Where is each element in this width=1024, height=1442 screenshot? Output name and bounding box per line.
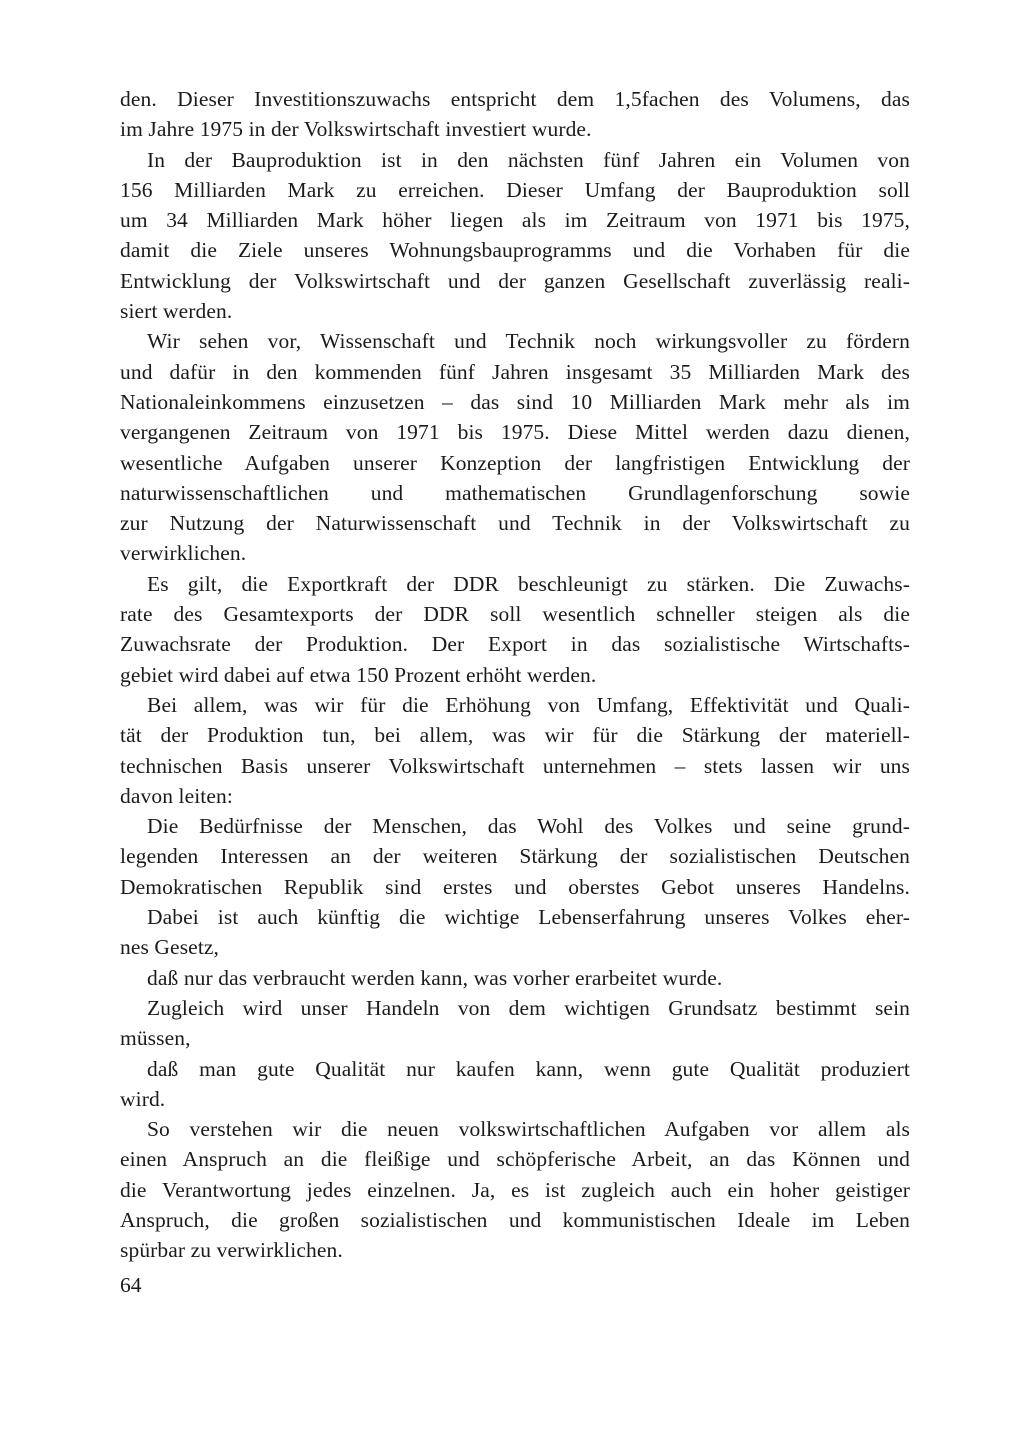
text-line: naturwissenschaftlichen und mathematischen Grundlagenforschung sowie	[120, 480, 910, 505]
text-line: müssen,	[120, 1026, 191, 1051]
text-line: einen Anspruch an die fleißige und schöpferische Arbeit, an das Können und	[120, 1147, 910, 1172]
text-line: und dafür in den kommenden fünf Jahren insgesamt 35 Milliarden Mark des	[120, 359, 910, 384]
text-line: So verstehen wir die neuen volkswirtschaftlichen Aufgaben vor allem als	[147, 1117, 910, 1142]
text-line: Es gilt, die Exportkraft der DDR beschleunigt zu stärken. Die Zuwachs-	[147, 571, 910, 596]
text-line: Entwicklung der Volkswirtschaft und der ganzen Gesellschaft zuverlässig reali-	[120, 268, 910, 293]
text-line: Wir sehen vor, Wissenschaft und Technik noch wirkungsvoller zu fördern	[147, 329, 910, 354]
text-line: Die Bedürfnisse der Menschen, das Wohl des Volkes und seine grund-	[147, 814, 910, 839]
text-line: nes Gesetz,	[120, 935, 220, 960]
text-line: daß nur das verbraucht werden kann, was vorher erarbeitet wurde.	[147, 965, 723, 990]
text-line: gebiet wird dabei auf etwa 150 Prozent erhöht werden.	[120, 662, 597, 687]
text-line: die Verantwortung jedes einzelnen. Ja, es ist zugleich auch ein hoher geistiger	[120, 1177, 910, 1202]
text-line: um 34 Milliarden Mark höher liegen als im Zeitraum von 1971 bis 1975,	[120, 208, 910, 233]
text-line: technischen Basis unserer Volkswirtschaft unternehmen – stets lassen wir uns	[120, 753, 910, 778]
text-line: rate des Gesamtexports der DDR soll wesentlich schneller steigen als die	[120, 602, 910, 627]
text-line: Zugleich wird unser Handeln von dem wichtigen Grundsatz bestimmt sein	[147, 995, 910, 1020]
text-line: Anspruch, die großen sozialistischen und kommunistischen Ideale im Leben	[120, 1207, 910, 1232]
text-line: In der Bauproduktion ist in den nächsten fünf Jahren ein Volumen von	[147, 147, 910, 172]
text-line: verwirklichen.	[120, 541, 247, 566]
text-line: im Jahre 1975 in der Volkswirtschaft investiert wurde.	[120, 117, 592, 142]
text-line: zur Nutzung der Naturwissenschaft und Technik in der Volkswirtschaft zu	[120, 511, 910, 536]
text-line: 156 Milliarden Mark zu erreichen. Dieser Umfang der Bauproduktion soll	[120, 177, 910, 202]
text-line: siert werden.	[120, 299, 233, 324]
text-line: Dabei ist auch künftig die wichtige Lebenserfahrung unseres Volkes eher-	[147, 905, 910, 930]
text-line: davon leiten:	[120, 783, 233, 808]
text-line: Demokratischen Republik sind erstes und oberstes Gebot unseres Handelns.	[120, 874, 910, 899]
text-line: wird.	[120, 1086, 166, 1111]
text-line: Bei allem, was wir für die Erhöhung von Umfang, Effektivität und Quali-	[147, 692, 910, 717]
text-line: vergangenen Zeitraum von 1971 bis 1975. Diese Mittel werden dazu dienen,	[120, 420, 910, 445]
page-body	[120, 84, 910, 1266]
text-line: spürbar zu verwirklichen.	[120, 1238, 343, 1263]
text-line: legenden Interessen an der weiteren Stärkung der sozialistischen Deutschen	[120, 844, 910, 869]
text-line: damit die Ziele unseres Wohnungsbauprogramms und die Vorhaben für die	[120, 238, 910, 263]
text-line: tät der Produktion tun, bei allem, was wir für die Stärkung der materiell-	[120, 723, 910, 748]
text-line: Nationaleinkommens einzusetzen – das sind 10 Milliarden Mark mehr als im	[120, 389, 910, 414]
text-line: den. Dieser Investitionszuwachs entspricht dem 1,5fachen des Volumens, das	[120, 87, 910, 111]
text-line: daß man gute Qualität nur kaufen kann, wenn gute Qualität produziert	[147, 1056, 910, 1081]
page-number: 64	[120, 1273, 142, 1297]
text-line: Zuwachsrate der Produktion. Der Export in das sozialistische Wirtschafts-	[120, 632, 910, 657]
text-line: wesentliche Aufgaben unserer Konzeption der langfristigen Entwicklung der	[120, 450, 910, 475]
